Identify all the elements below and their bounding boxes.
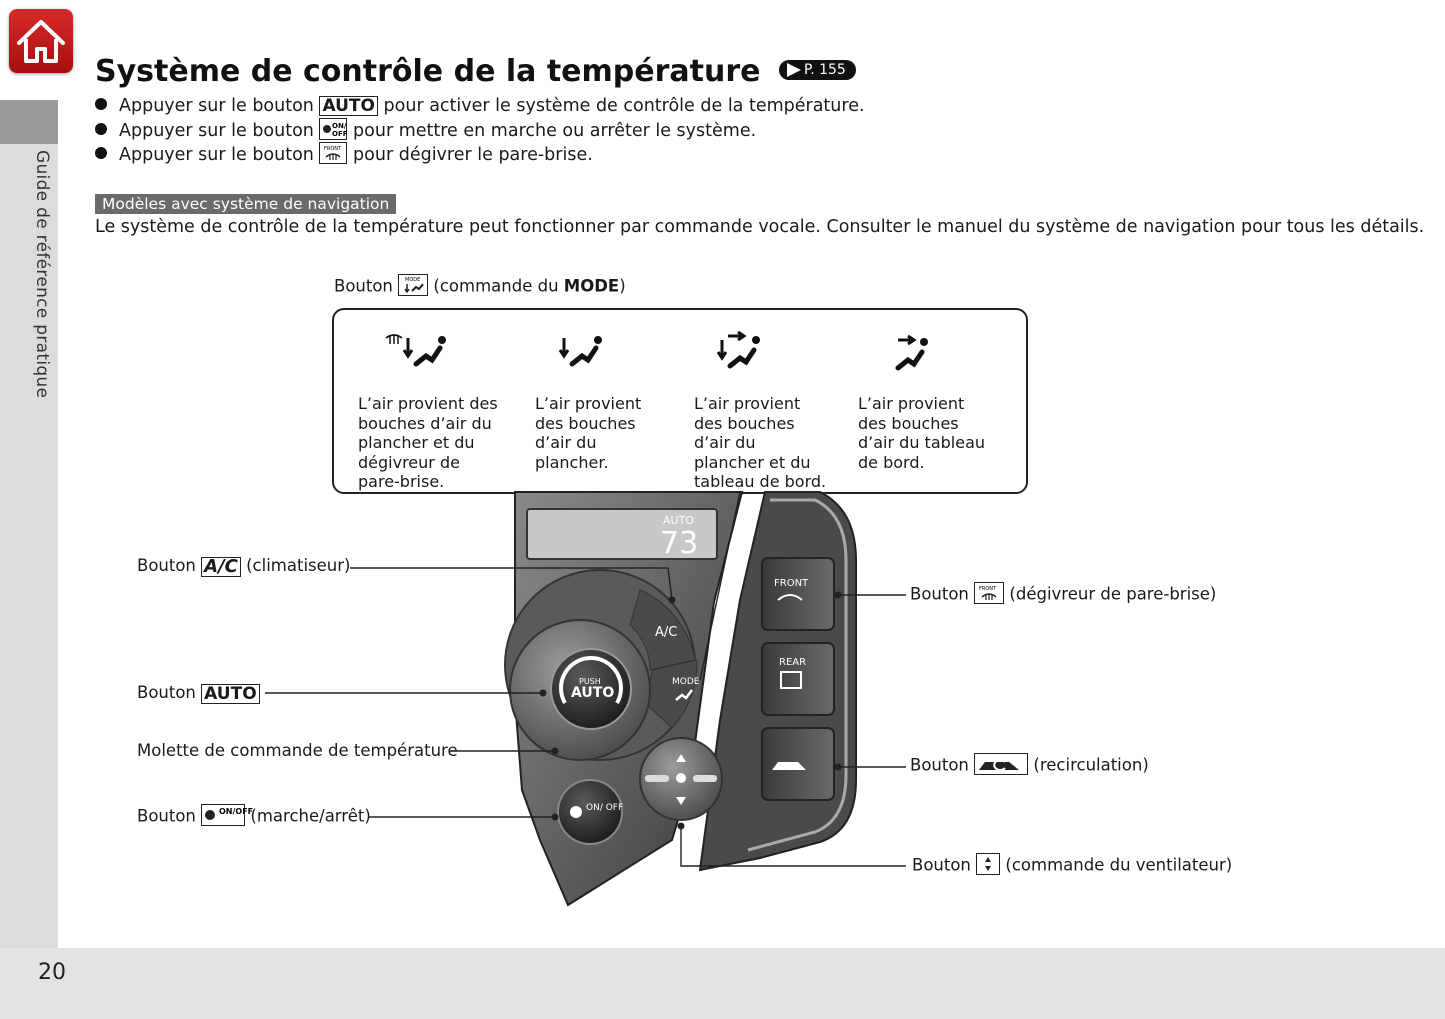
label-text: (commande du ventilateur) [1005,855,1233,875]
ac-button-label [137,556,350,577]
fan-updown-key-icon [976,853,1000,875]
label-text: ) [619,276,626,296]
desc-line: d’air du [694,433,756,452]
desc-line: tableau de bord. [694,472,827,491]
nav-paragraph: Le système de contrôle de la température peut fonctionner par commande vocale. Consulter le manuel du système de navigation pour tous les détails. [95,217,1425,237]
desc-line: bouches d’air du [358,413,492,433]
svg-text:AUTO: AUTO [663,514,694,527]
auto-key-icon: AUTO [319,96,378,116]
front-defrost-key-icon [974,582,1004,604]
label-text: (marche/arrêt) [250,806,371,826]
auto-key-icon: AUTO [201,684,260,704]
onoff-button-label [137,806,371,828]
label-bold: MODE [563,276,620,296]
bullet-text: Appuyer sur le bouton [119,145,314,165]
bullet-text: pour mettre en marche ou arrêter le système. [353,121,757,141]
desc-line: de bord. [858,452,925,472]
ac-key-icon: A/C [201,557,241,577]
title-text: Système de contrôle de la température [95,54,761,89]
label-text: (recirculation) [1033,755,1149,775]
front-defrost-label [910,584,1216,606]
desc-line: d’air du tableau [858,433,986,452]
desc-line: d’air du [535,433,597,452]
label-text: Bouton [137,806,196,826]
recirculation-key-icon [974,753,1028,775]
label-text: (dégivreur de pare-brise) [1009,584,1217,604]
label-text: (climatiseur) [246,556,351,575]
bullet-text: Appuyer sur le bouton [119,121,314,141]
label-text: (commande du [433,276,559,296]
dial-label: Molette de commande de température [137,741,458,760]
desc-line: pare-brise. [358,472,445,491]
desc-line: plancher et du [694,452,811,472]
desc-line: L’air provient des [358,394,498,413]
svg-text:MODE: MODE [672,677,700,687]
page-number: 20 [38,960,66,985]
desc-line: dégivreur de [358,452,460,472]
fan-onoff-key-icon [201,804,254,826]
page-ref-text: P. 155 [803,61,846,78]
recirculation-label [910,755,1149,777]
svg-text:REAR: REAR [779,657,807,668]
desc-line: L’air provient [694,394,801,413]
svg-text:ON/OFF: ON/OFF [219,807,254,816]
desc-line: des bouches [694,413,795,433]
bullet-text: pour dégivrer le pare-brise. [353,145,593,165]
rear-defrost-button [762,643,834,715]
footer [0,948,1445,1019]
desc-line: plancher et du [358,433,475,452]
svg-text:ON/: ON/ [332,122,347,130]
svg-text:FRONT: FRONT [774,578,809,589]
label-text: Bouton [137,683,196,702]
label-text: Bouton [912,855,971,875]
desc-line: des bouches [535,413,636,433]
label-text: Bouton [334,276,393,296]
svg-text:MODE: MODE [405,277,421,283]
svg-text:OFF: OFF [332,130,348,138]
desc-line: L’air provient [535,394,642,413]
label-text: Bouton [910,584,969,604]
front-defrost-button [762,558,834,630]
svg-text:73: 73 [660,526,699,561]
auto-button-label [137,683,260,704]
nav-models-badge: Modèles avec système de navigation [95,194,396,214]
svg-text:A/C: A/C [655,625,678,640]
svg-text:AUTO: AUTO [571,685,615,701]
fan-control-label [912,855,1232,877]
svg-text:PUSH: PUSH [579,677,601,686]
desc-line: L’air provient [858,394,965,413]
label-text: Bouton [910,755,969,775]
label-text: Bouton [137,556,196,575]
svg-text:FRONT: FRONT [324,146,342,152]
svg-text:ON/ OFF: ON/ OFF [586,803,624,813]
sidebar-label: Guide de référence pratique [32,150,52,399]
desc-line: plancher. [535,452,609,472]
bullet-text: Appuyer sur le bouton [119,96,314,116]
desc-line: des bouches [858,413,959,433]
svg-text:FRONT: FRONT [979,586,997,592]
bullet-text: pour activer le système de contrôle de la température. [383,96,865,116]
